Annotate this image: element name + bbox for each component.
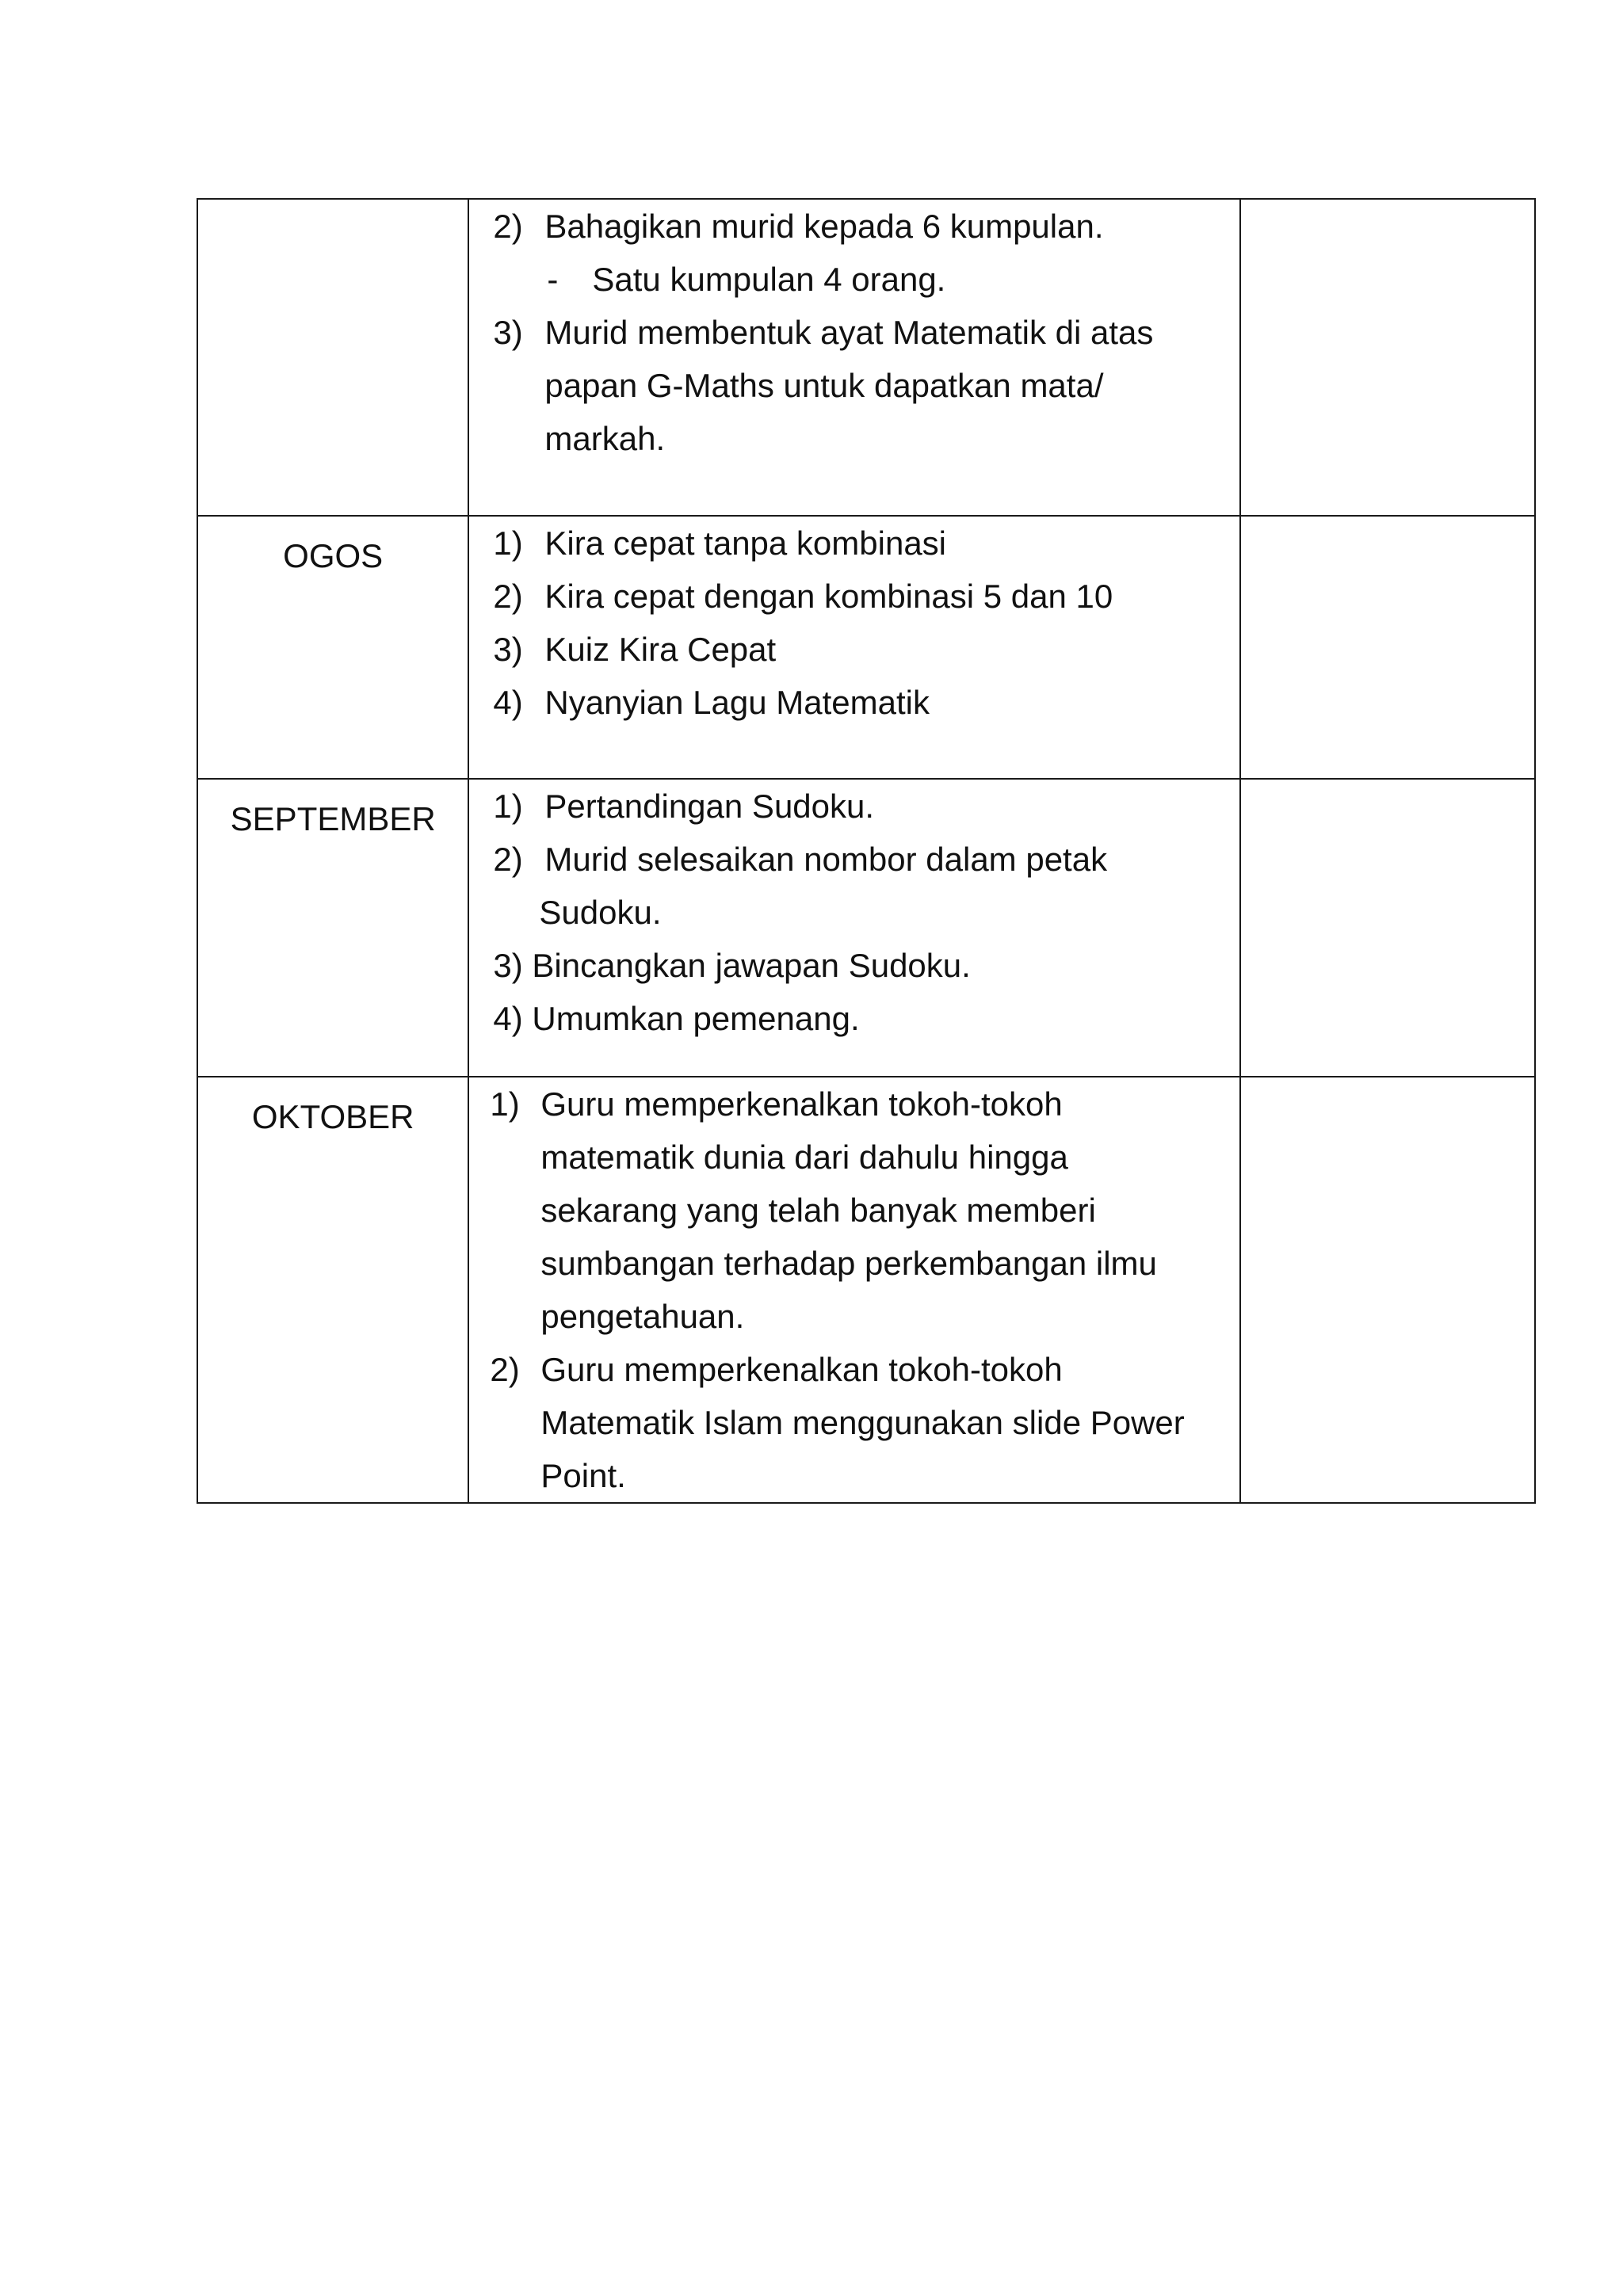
month-cell: SEPTEMBER [197, 779, 468, 1077]
list-item [469, 1343, 1239, 1502]
item-text-line: Matematik Islam menggunakan slide Power [540, 1404, 1185, 1441]
item-text: Nyanyian Lagu Matematik [544, 684, 930, 721]
item-text-line: sekarang yang telah banyak memberi [540, 1192, 1096, 1229]
item-number: 2) [490, 1351, 520, 1388]
sub-item-text: Satu kumpulan 4 orang. [592, 261, 946, 298]
activity-cell [468, 779, 1239, 1077]
list-item [469, 780, 1239, 833]
item-number: 1) [493, 524, 523, 562]
item-text-line: Point. [540, 1457, 626, 1494]
month-cell: OGOS [197, 516, 468, 779]
list-item [469, 623, 1239, 676]
list-item [469, 1077, 1239, 1343]
activity-cell [468, 1077, 1239, 1503]
item-number: 2) [493, 208, 523, 245]
list-item: 4) Umumkan pemenang. [493, 1000, 860, 1037]
list-item [469, 676, 1239, 729]
item-text: Kira cepat tanpa kombinasi [544, 524, 947, 562]
list-item [469, 517, 1239, 570]
item-continuation: markah. [544, 420, 666, 457]
list-item [469, 306, 1239, 359]
list-item [469, 833, 1239, 886]
month-cell [197, 199, 468, 516]
item-continuation: papan G-Maths untuk dapatkan mata/ [544, 367, 1104, 404]
item-text: Kuiz Kira Cepat [544, 631, 777, 668]
month-cell: OKTOBER [197, 1077, 468, 1503]
dash-bullet: - [547, 261, 559, 298]
item-text: Murid selesaikan nombor dalam petak [544, 841, 1108, 878]
list-item [469, 570, 1239, 623]
item-text-line: Guru memperkenalkan tokoh-tokoh [540, 1085, 1063, 1123]
sub-item [469, 253, 1239, 306]
item-number: 4) [493, 684, 523, 721]
item-text-line: sumbangan terhadap perkembangan ilmu [540, 1245, 1157, 1282]
list-item: 3) Bincangkan jawapan Sudoku. [493, 947, 971, 984]
note-cell [1240, 199, 1535, 516]
item-text: Bahagikan murid kepada 6 kumpulan. [544, 208, 1104, 245]
note-cell [1240, 1077, 1535, 1503]
activity-cell [468, 199, 1239, 516]
item-number: 1) [493, 788, 523, 825]
item-number: 2) [493, 578, 523, 615]
activity-cell [468, 516, 1239, 779]
item-text-line: pengetahuan. [540, 1298, 745, 1335]
table-row [197, 1077, 1535, 1503]
item-text: Kira cepat dengan kombinasi 5 dan 10 [544, 578, 1113, 615]
item-number: 3) [493, 631, 523, 668]
item-number: 2) [493, 841, 523, 878]
item-text: Pertandingan Sudoku. [544, 788, 875, 825]
table-row [197, 779, 1535, 1077]
table-row [197, 199, 1535, 516]
item-text-line: matematik dunia dari dahulu hingga [540, 1138, 1068, 1176]
item-text: Murid membentuk ayat Matematik di atas [544, 314, 1154, 351]
note-cell [1240, 516, 1535, 779]
list-item [469, 200, 1239, 253]
item-text-line: Guru memperkenalkan tokoh-tokoh [540, 1351, 1063, 1388]
table-row [197, 516, 1535, 779]
item-number: 1) [490, 1085, 520, 1123]
note-cell [1240, 779, 1535, 1077]
item-number: 3) [493, 314, 523, 351]
activity-table [197, 198, 1536, 1504]
item-continuation: Sudoku. [539, 894, 662, 931]
